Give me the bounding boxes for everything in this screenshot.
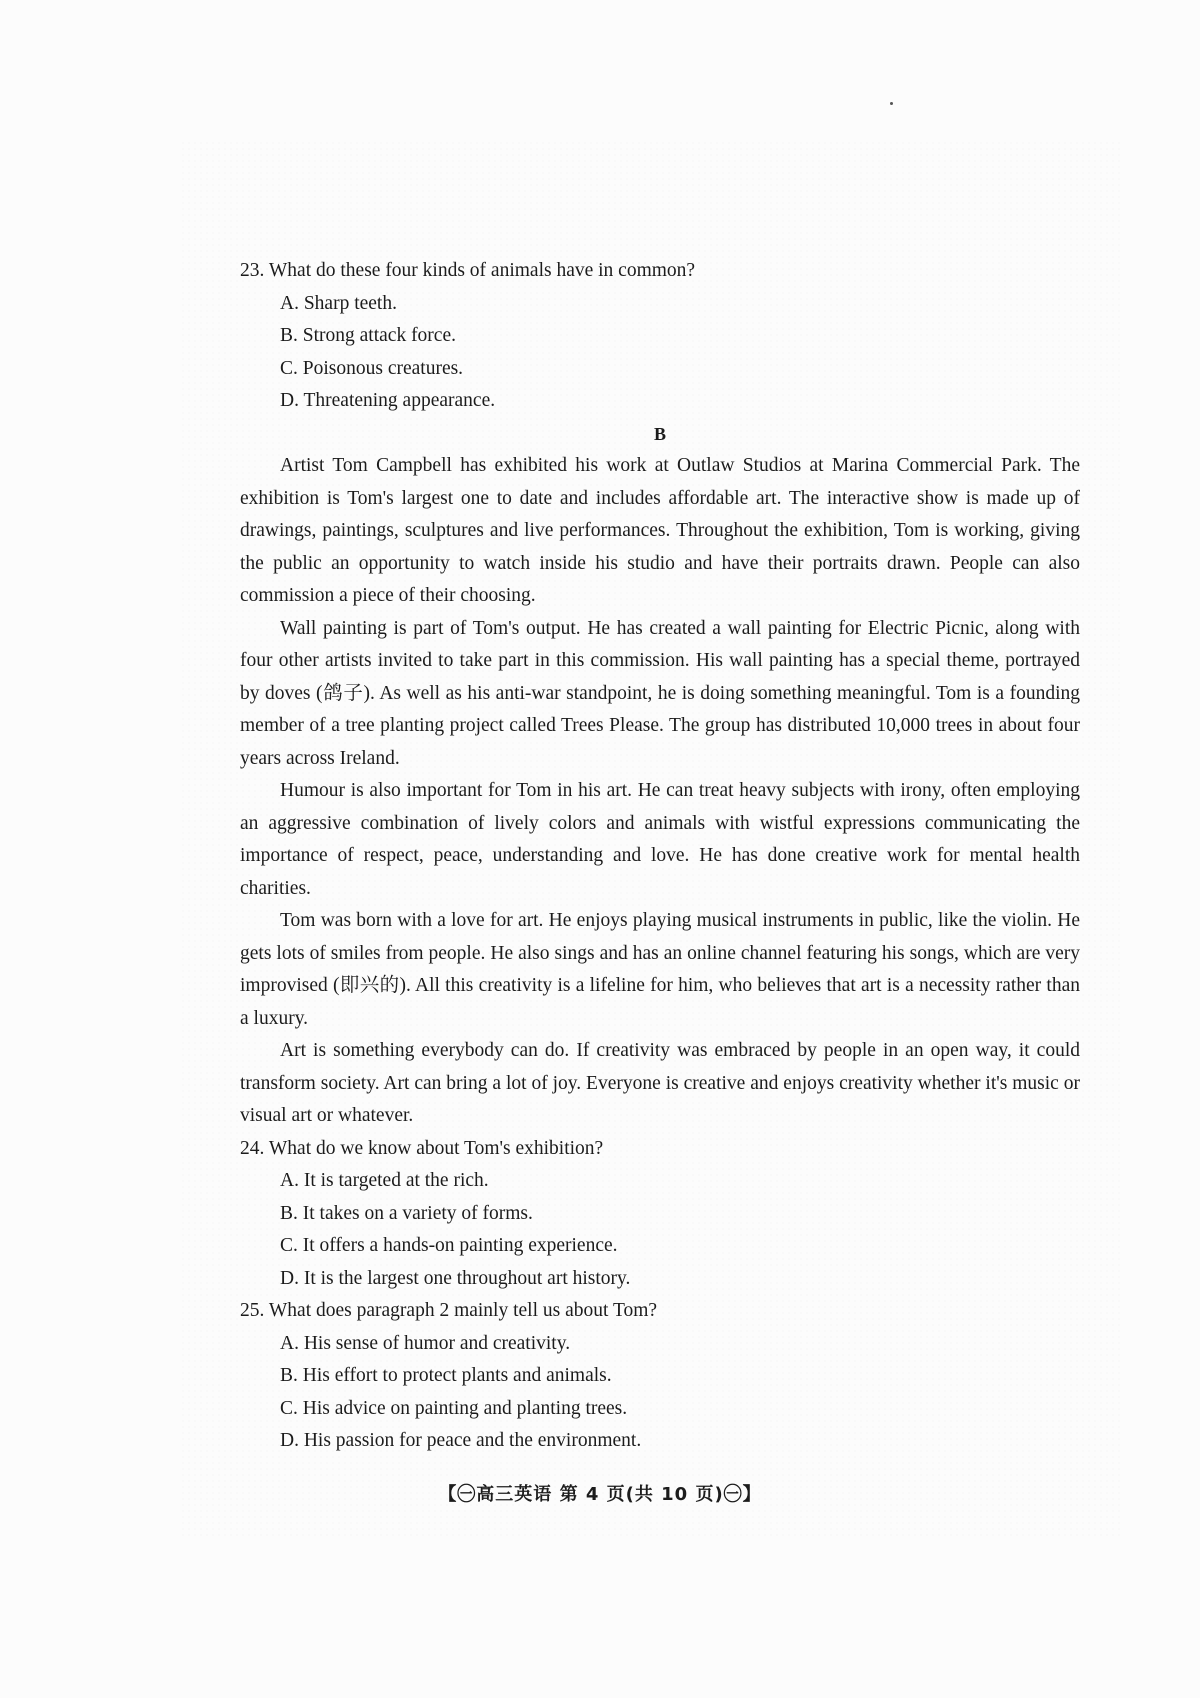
option-d: D. It is the largest one throughout art history.	[280, 1267, 631, 1289]
option-c: C. His advice on painting and planting trees.	[280, 1397, 628, 1419]
option-d: D. His passion for peace and the environment.	[280, 1430, 642, 1451]
question-text: 25. What does paragraph 2 mainly tell us about Tom?	[240, 1300, 658, 1321]
passage-paragraph: Wall painting is part of Tom's output. He has created a wall painting for Electric Picnic, along with four other artists invited to take part in this commission. His wall painting has a special theme, portrayed by doves (鸽子). As well as his anti-war standpoint, he is doing something meaningful. Tom is a founding member of a tree planting project called Trees Please. The group has distributed 10,000 trees in about four years across Ireland.	[240, 617, 1080, 769]
scan-speck	[890, 102, 893, 105]
passage-paragraph: Humour is also important for Tom in his art. He can treat heavy subjects with irony, often employing an aggressive combination of lively colors and animals with wistful expressions communicating the importance of respect, peace, understanding and love. He has done creative work for mental health charities.	[240, 780, 1080, 899]
option-c: C. It offers a hands-on painting experience.	[280, 1235, 618, 1256]
page-content	[240, 255, 1080, 1458]
option-a: A. His sense of humor and creativity.	[280, 1332, 571, 1354]
option-d: D. Threatening appearance.	[280, 390, 496, 411]
passage-paragraph: Tom was born with a love for art. He enjoys playing musical instruments in public, like the violin. He gets lots of smiles from people. He also sings and has an online channel featuring his songs, which are very improvised (即兴的). All this creativity is a lifeline for him, who believes that art is a necessity rather than a luxury.	[240, 910, 1080, 1029]
page-footer: 【㊀高三英语 第 4 页(共 10 页)㊀】	[438, 1484, 762, 1505]
passage-paragraph: Art is something everybody can do. If creativity was embraced by people in an open way, it could transform society. Art can bring a lot of joy. Everyone is creative and enjoys creativity whether it's music or visual art or whatever.	[240, 1040, 1080, 1126]
passage-paragraph: Artist Tom Campbell has exhibited his work at Outlaw Studios at Marina Commercial Park. The exhibition is Tom's largest one to date and includes affordable art. The interactive show is made up of drawings, paintings, sculptures and live performances. Throughout the exhibition, Tom is working, giving the public an opportunity to watch inside his studio and have their portraits drawn. People can also commission a piece of their choosing.	[240, 455, 1080, 606]
section-heading: B	[653, 423, 666, 444]
option-a: A. Sharp teeth.	[280, 292, 397, 314]
option-b: B. It takes on a variety of forms.	[280, 1202, 533, 1224]
question-24	[240, 1133, 1080, 1296]
question-25	[240, 1295, 1080, 1458]
question-text: 23. What do these four kinds of animals have in common?	[240, 260, 696, 281]
option-b: B. His effort to protect plants and animals.	[280, 1365, 612, 1386]
option-a: A. It is targeted at the rich.	[280, 1170, 489, 1191]
reading-passage	[240, 450, 1080, 1133]
option-c: C. Poisonous creatures.	[280, 357, 464, 379]
option-b: B. Strong attack force.	[280, 325, 456, 346]
question-23	[240, 255, 1080, 418]
question-text: 24. What do we know about Tom's exhibition?	[240, 1137, 604, 1159]
